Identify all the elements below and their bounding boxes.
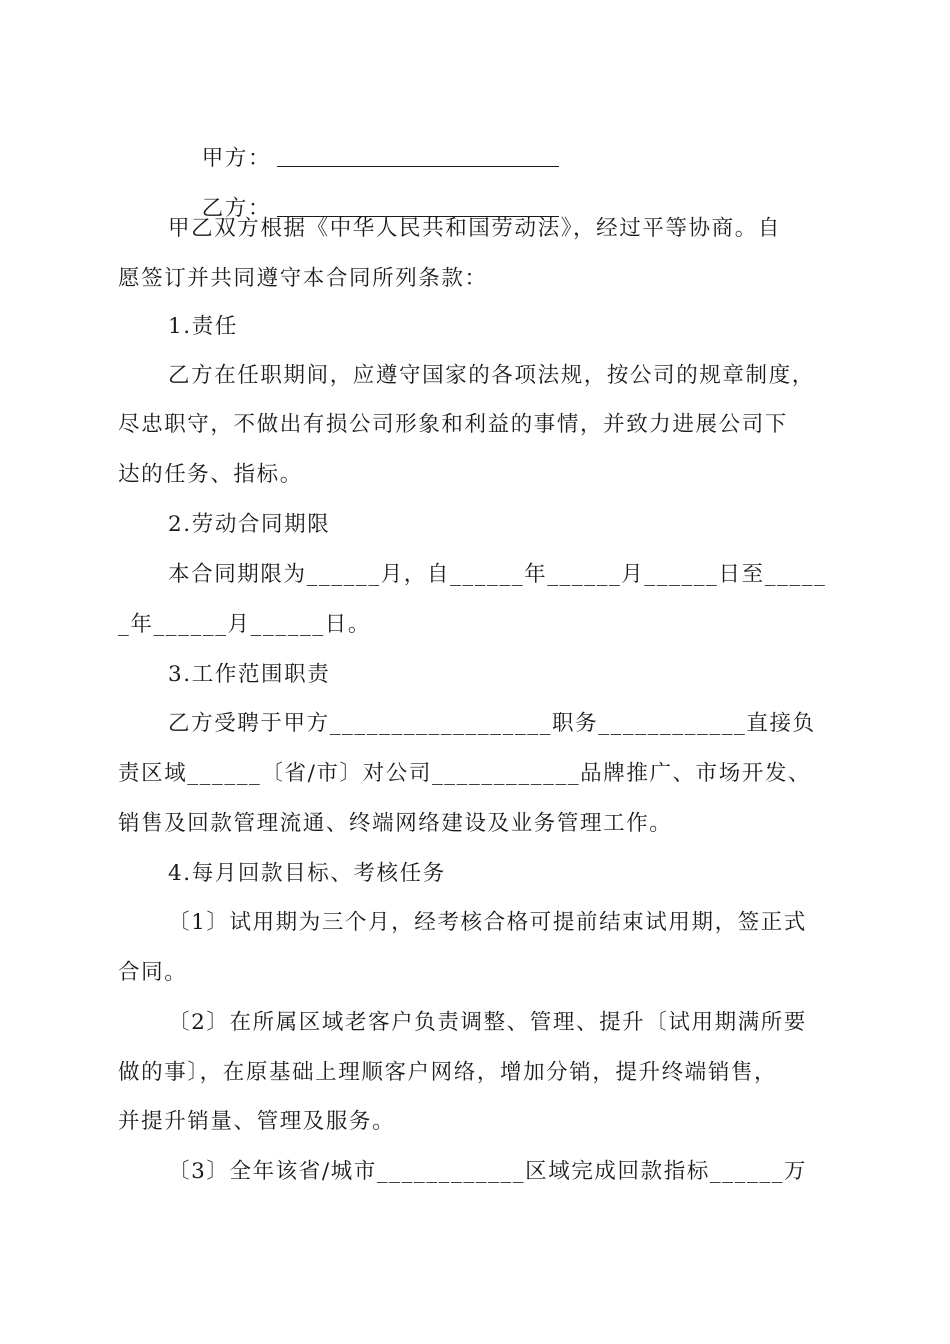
section-1-line-3: 达的任务、指标。 <box>118 462 303 487</box>
section-3-line-1: 乙方受聘于甲方__________________职务____________直接负 <box>168 711 816 736</box>
section-1-title: 1.责任 <box>168 314 238 339</box>
section-3-line-2: 责区域______〔省/市〕对公司____________品牌推广、市场开发、 <box>118 761 812 786</box>
section-3-line-3: 销售及回款管理流通、终端网络建设及业务管理工作。 <box>118 811 673 836</box>
section-4-item-1-line-2: 合同。 <box>118 960 188 985</box>
section-4-item-2-line-2: 做的事〕，在原基础上理顺客户网络，增加分销，提升终端销售， <box>118 1060 778 1085</box>
section-4-item-1-line-1: 〔1〕试用期为三个月，经考核合格可提前结束试用期，签正式 <box>168 910 807 935</box>
section-1-line-2: 尽忠职守，不做出有损公司形象和利益的事情，并致力进展公司下 <box>118 412 788 437</box>
intro-line-1: 甲乙双方根据《中华人民共和国劳动法》，经过平等协商。自 <box>168 216 781 241</box>
section-4-item-3-line-1: 〔3〕全年该省/城市____________区域完成回款指标______万 <box>168 1159 808 1184</box>
party-b-label: 乙方： <box>201 196 272 221</box>
section-2-line-1: 本合同期限为______月，自______年______月______日至_____ <box>168 562 827 587</box>
intro-line-2: 愿签订并共同遵守本合同所列条款： <box>118 266 488 291</box>
section-2-title: 2.劳动合同期限 <box>168 512 331 537</box>
section-4-item-2-line-3: 并提升销量、管理及服务。 <box>118 1109 396 1134</box>
section-4-title: 4.每月回款目标、考核任务 <box>168 861 446 886</box>
section-2-line-2: _年______月______日。 <box>118 612 371 637</box>
section-3-title: 3.工作范围职责 <box>168 662 331 687</box>
section-4-item-2-line-1: 〔2〕在所属区域老客户负责调整、管理、提升〔试用期满所要 <box>168 1010 807 1035</box>
section-1-line-1: 乙方在任职期间，应遵守国家的各项法规，按公司的规章制度， <box>168 363 815 388</box>
party-a-label: 甲方： <box>201 146 272 171</box>
